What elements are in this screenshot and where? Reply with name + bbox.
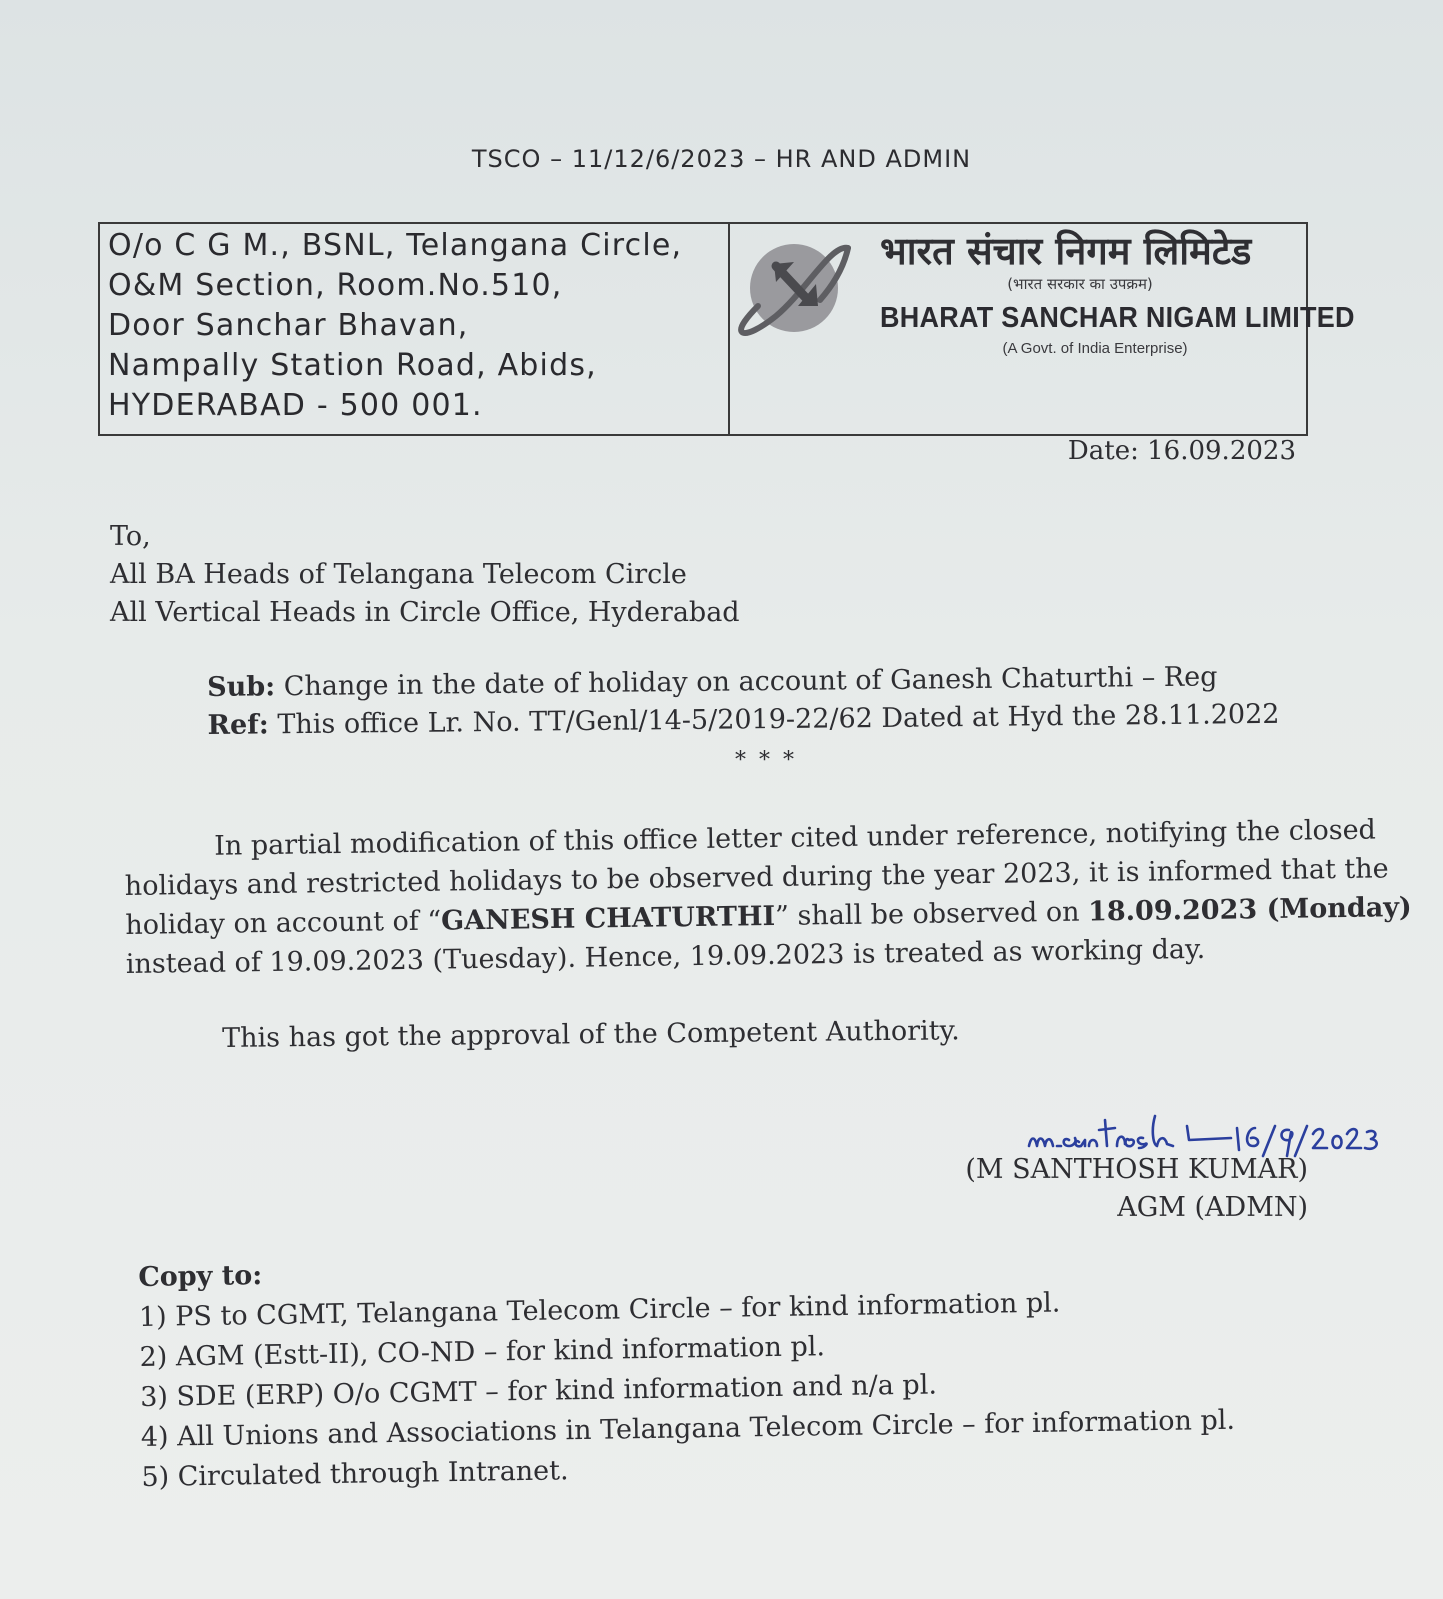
recipient-line: All BA Heads of Telangana Telecom Circle <box>110 559 687 590</box>
letterhead <box>98 222 1355 436</box>
subject-text: Change in the date of holiday on account of Ganesh Chaturthi – Reg <box>283 661 1218 703</box>
address-line: O/o C G M., BSNL, Telangana Circle, <box>108 228 683 263</box>
org-name-english: BHARAT SANCHAR NIGAM LIMITED <box>880 302 1355 334</box>
office-address <box>100 224 730 434</box>
new-holiday-date: 18.09.2023 (Monday) <box>1087 892 1412 928</box>
body-text: holiday on account of “ <box>125 905 442 941</box>
signatory-designation: AGM (ADMN) <box>1117 1192 1308 1223</box>
file-reference: TSCO – 11/12/6/2023 – HR AND ADMIN <box>471 145 972 173</box>
signatory <box>965 1151 1308 1227</box>
approval-note: This has got the approval of the Competent Authority. <box>222 1015 960 1054</box>
body-line: holidays and restricted holidays to be observed during the year 2023, it is informed that the <box>124 853 1389 902</box>
copy-to-heading: Copy to: <box>138 1260 263 1293</box>
recipient-line: All Vertical Heads in Circle Office, Hyderabad <box>110 597 740 628</box>
address-line: O&M Section, Room.No.510, <box>108 268 563 303</box>
reference-text: This office Lr. No. TT/Genl/14-5/2019-22/62 Dated at Hyd the 28.11.2022 <box>277 698 1280 741</box>
copy-to-list <box>138 1241 1236 1498</box>
copy-to-item: 1) PS to CGMT, Telangana Telecom Circle – for kind information pl. <box>138 1287 1061 1333</box>
copy-to-item: 5) Circulated through Intranet. <box>141 1455 569 1493</box>
address-line: HYDERABAD - 500 001. <box>108 388 483 423</box>
copy-to-item: 4) All Unions and Associations in Telangana Telecom Circle – for information pl. <box>140 1404 1236 1453</box>
org-branding <box>730 224 1355 434</box>
body-line: instead of 19.09.2023 (Tuesday). Hence, 19.09.2023 is treated as working day. <box>125 933 1206 980</box>
body-line: In partial modification of this office letter cited under reference, notifying the closed <box>214 814 1377 862</box>
subject-label: Sub: <box>207 671 276 703</box>
address-line: Nampally Station Road, Abids, <box>108 348 597 383</box>
copy-to-item: 2) AGM (Estt-II), CO-ND – for kind information pl. <box>139 1331 826 1373</box>
separator: * * * <box>735 748 797 773</box>
recipients <box>110 518 740 632</box>
festival-name: GANESH CHATURTHI <box>440 900 776 937</box>
body-paragraph <box>124 811 1412 984</box>
subject-block <box>207 658 1280 745</box>
org-subtitle-english: (A Govt. of India Enterprise) <box>1002 340 1188 357</box>
signatory-name: (M SANTHOSH KUMAR) <box>965 1154 1308 1185</box>
salutation: To, <box>110 521 151 552</box>
org-name-hindi: भारत संचार निगम लिमिटेड <box>880 229 1252 273</box>
copy-to-item: 3) SDE (ERP) O/o CGMT – for kind information and n/a pl. <box>139 1369 938 1413</box>
body-text: ” shall be observed on <box>774 896 1089 932</box>
reference-label: Ref: <box>207 709 269 741</box>
letter-date: Date: 16.09.2023 <box>1067 436 1296 466</box>
org-subtitle-hindi: (भारत सरकार का उपक्रम) <box>1007 275 1153 293</box>
address-line: Door Sanchar Bhavan, <box>108 308 469 343</box>
bsnl-logo-icon <box>736 236 856 346</box>
